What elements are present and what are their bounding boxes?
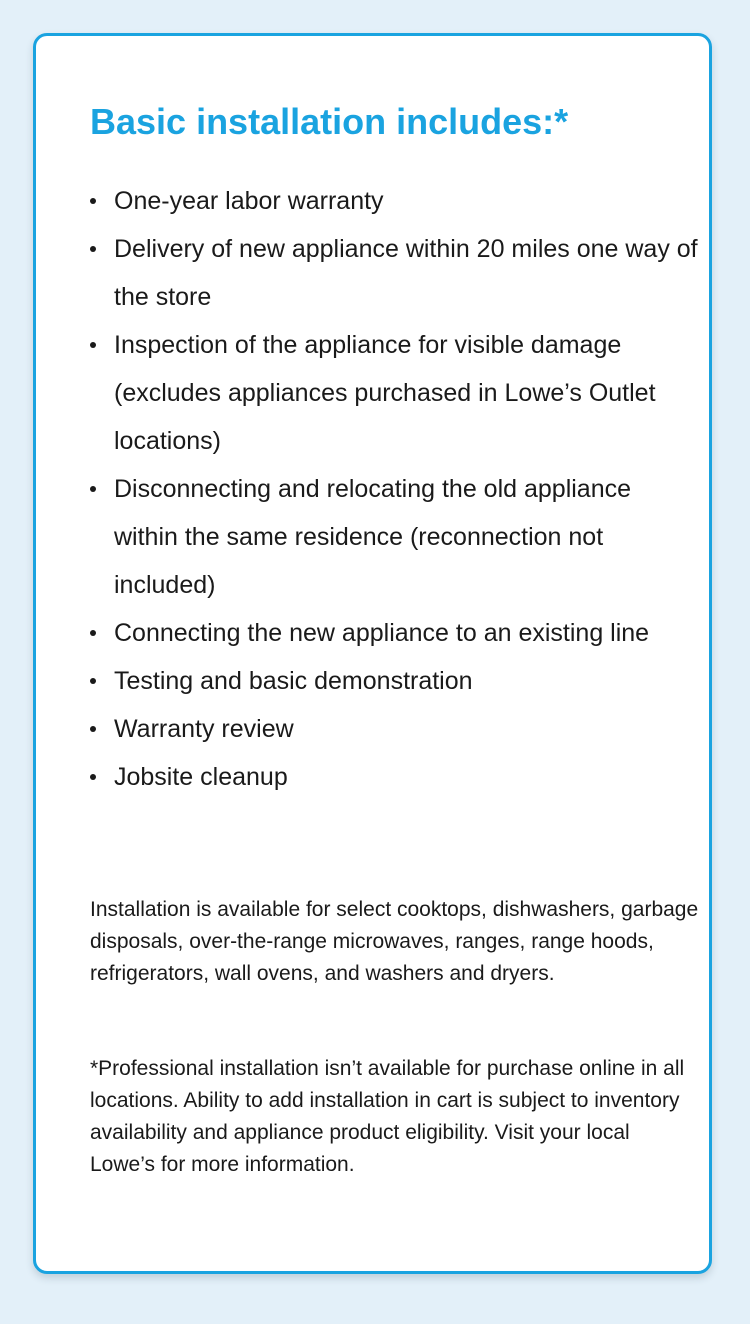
availability-note: Installation is available for select cooktops, dishwashers, garbage disposals, over-the-range microwaves, ranges, range hoods, refrigerators, wall ovens, and washers and dryers. [90,898,699,985]
list-item-text: Inspection of the appliance for visible damage (excludes appliances purchased in Lowe’s Outlet locations) [114,331,656,455]
list-item-text: Connecting the new appliance to an existing line [114,619,650,647]
card-title: Basic installation includes:* [90,101,569,142]
list-item [90,657,700,705]
list-item-text: Delivery of new appliance within 20 miles one way of the store [114,235,698,311]
list-item [90,225,700,321]
list-item [90,465,700,609]
installation-info-card [33,33,712,1274]
bullet-icon [90,678,96,684]
bullet-icon [90,246,96,252]
list-item [90,321,700,465]
list-item-text: Disconnecting and relocating the old appliance within the same residence (reconnection not included) [114,475,632,599]
list-item [90,705,700,753]
bullet-icon [90,726,96,732]
list-item [90,609,700,657]
list-item-text: One-year labor warranty [114,187,384,215]
bullet-icon [90,630,96,636]
included-services-list [90,177,700,801]
bullet-icon [90,342,96,348]
list-item [90,753,700,801]
bullet-icon [90,198,96,204]
list-item-text: Testing and basic demonstration [114,667,473,695]
bullet-icon [90,486,96,492]
list-item-text: Jobsite cleanup [114,763,288,791]
disclaimer-note: *Professional installation isn’t available for purchase online in all locations. Ability to add installation in cart is subject to inventory availability and appliance product eligibility. Visit your local Lowe’s for more information. [90,1057,685,1176]
list-item-text: Warranty review [114,715,294,743]
list-item [90,177,700,225]
bullet-icon [90,774,96,780]
